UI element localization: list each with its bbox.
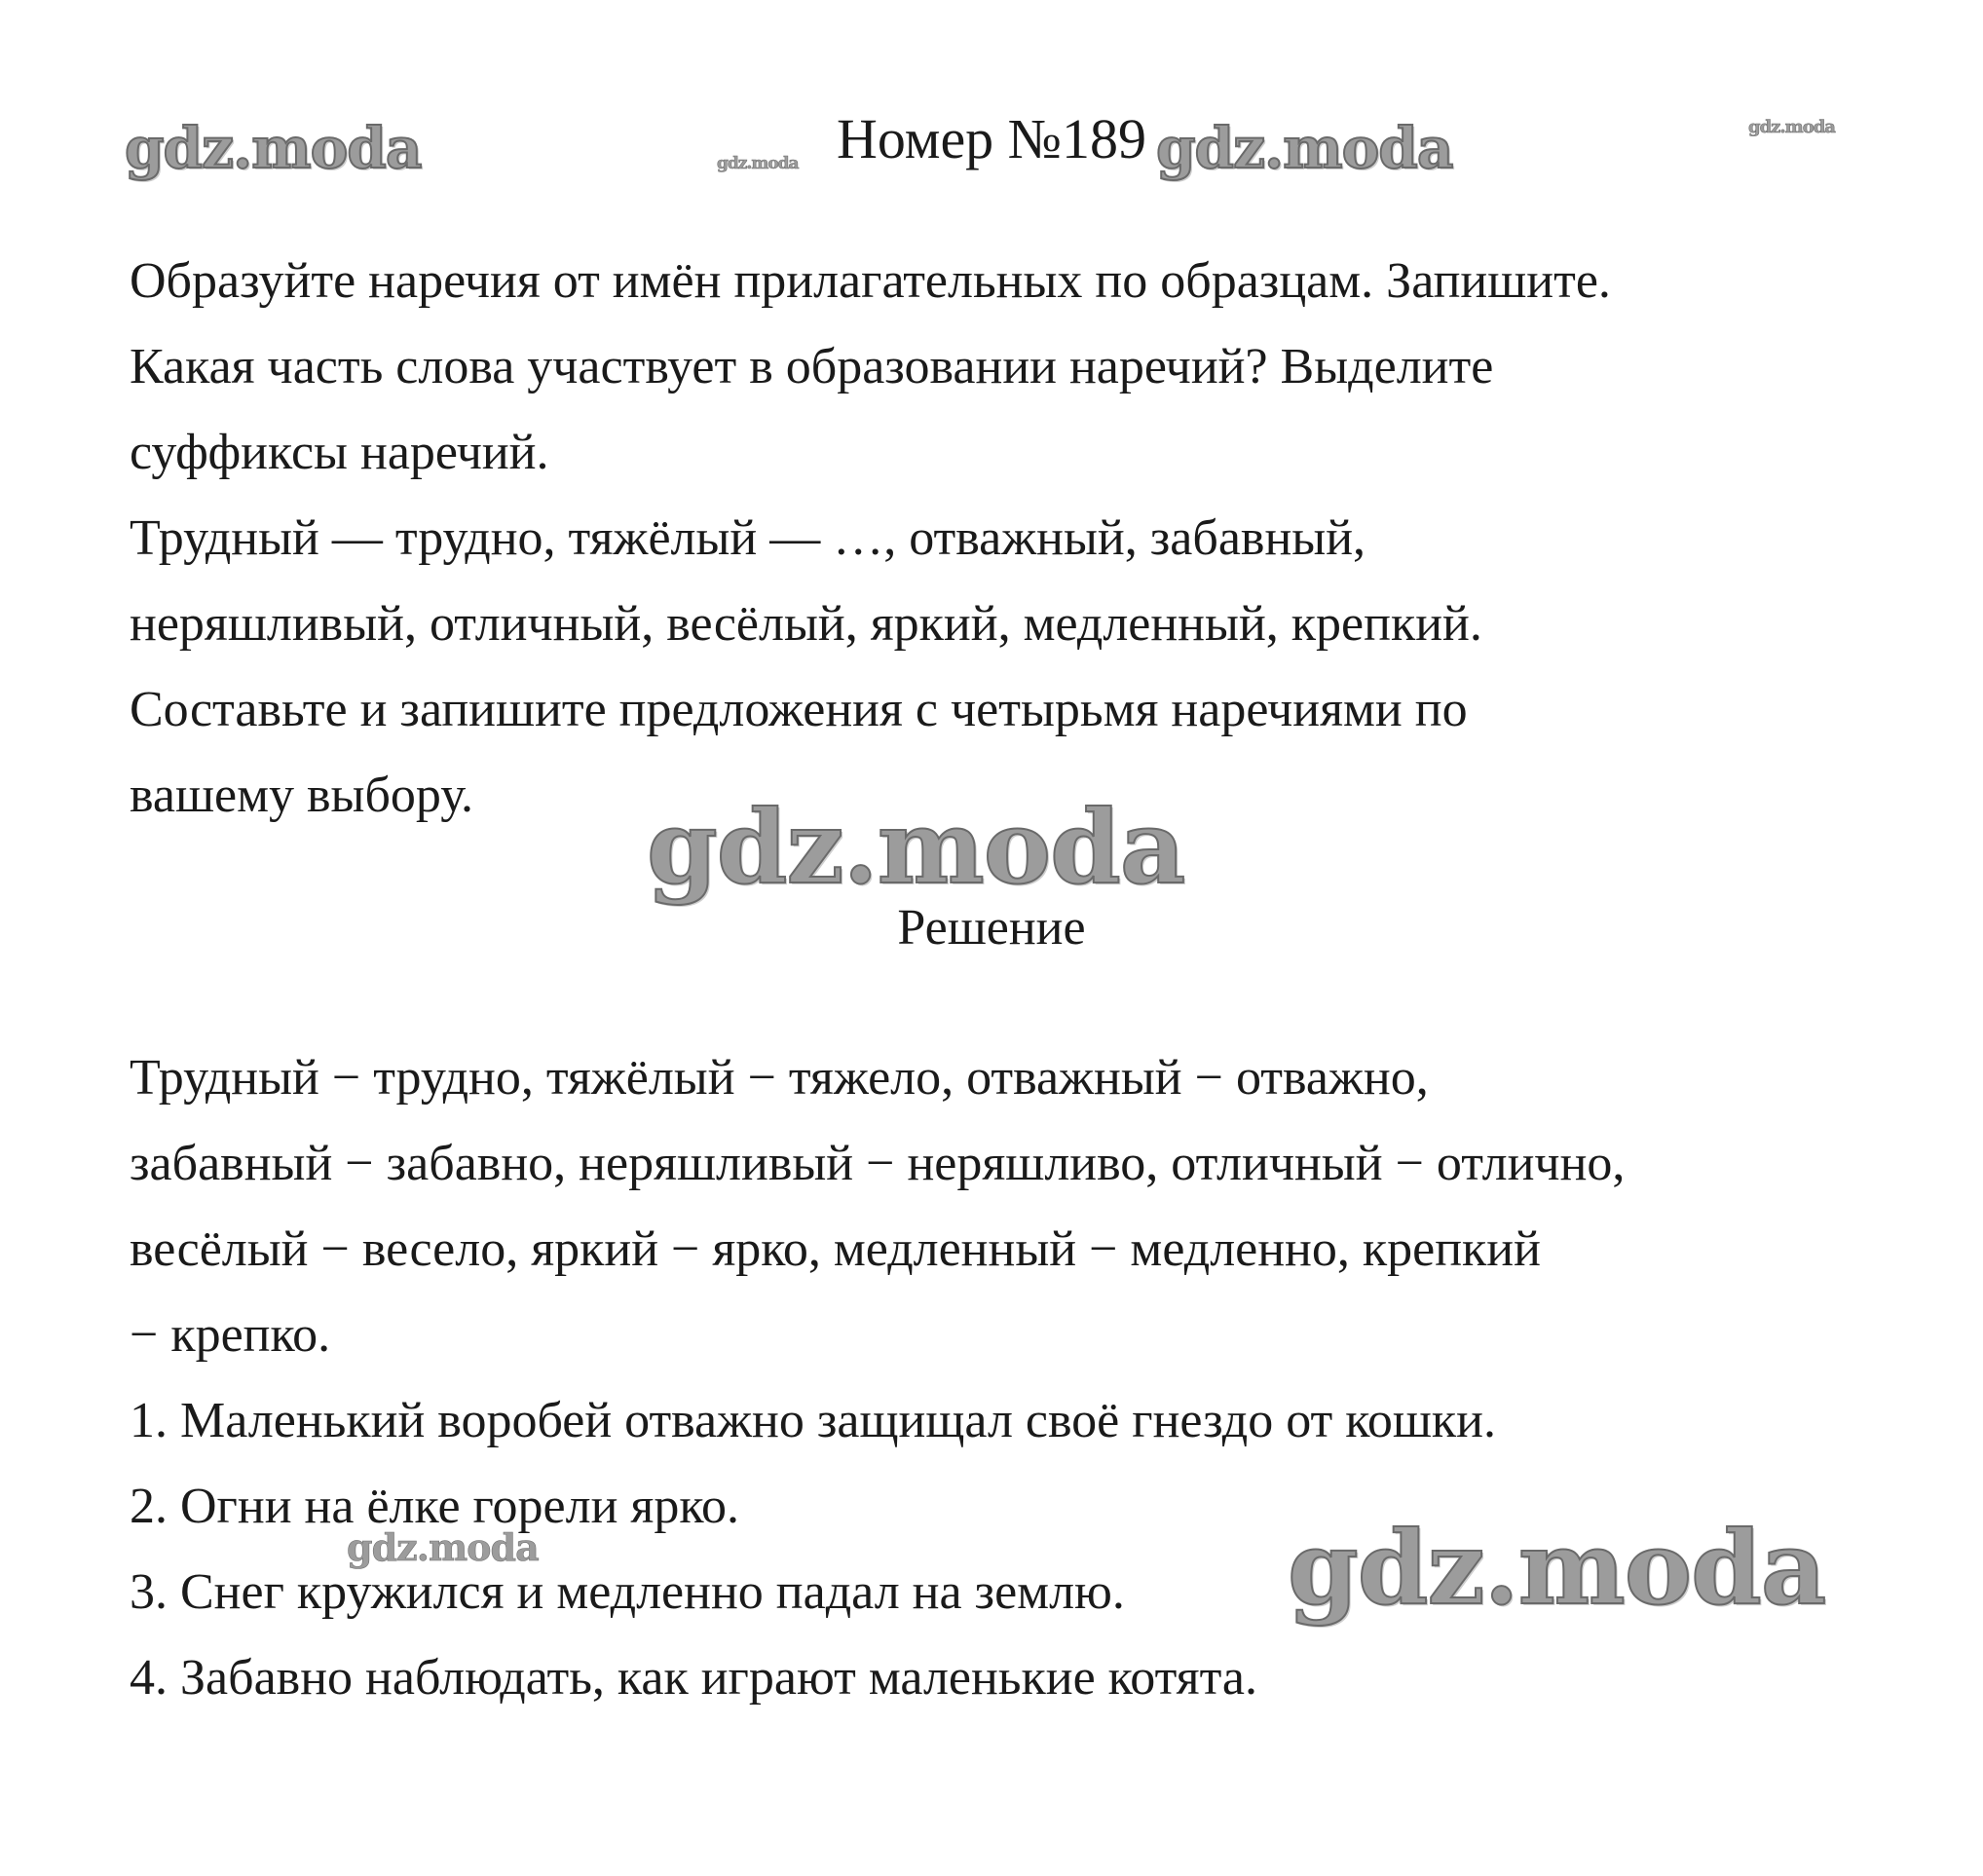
solution-line: − крепко. — [130, 1307, 331, 1363]
watermark-logo: gdz.moda — [1156, 115, 1453, 181]
page-title: Номер №189 — [836, 107, 1147, 170]
solution-heading: Решение — [897, 900, 1086, 956]
task-line: Составьте и запишите предложения с четырьмя наречиями по — [130, 682, 1468, 737]
solution-line: 1. Маленький воробей отважно защищал своё гнездо от кошки. — [130, 1393, 1496, 1448]
watermark-logo: gdz.moda — [347, 1525, 539, 1569]
watermark-logo: gdz.moda — [1748, 117, 1835, 137]
task-line: Какая часть слова участвует в образовании наречий? Выделите — [130, 339, 1494, 394]
watermark-logo: gdz.moda — [647, 787, 1185, 907]
solution-line: 2. Огни на ёлке горели ярко. — [130, 1479, 739, 1534]
watermark-logo: gdz.moda — [125, 115, 422, 181]
task-line: Образуйте наречия от имён прилагательных по образцам. Запишите. — [130, 253, 1611, 309]
task-text — [130, 239, 1883, 839]
solution-line: 3. Снег кружился и медленно падал на землю. — [130, 1564, 1125, 1620]
solution-line: Трудный − трудно, тяжёлый − тяжело, отважный − отважно, — [130, 1050, 1429, 1106]
task-line: неряшливый, отличный, весёлый, яркий, медленный, крепкий. — [130, 596, 1482, 652]
task-line: Трудный — трудно, тяжёлый — …, отважный, забавный, — [130, 510, 1366, 566]
solution-line: забавный − забавно, неряшливый − неряшливо, отличный − отлично, — [130, 1136, 1626, 1191]
task-line: вашему выбору. — [130, 768, 474, 823]
watermark-logo: gdz.moda — [1288, 1508, 1826, 1628]
task-line: суффиксы наречий. — [130, 425, 549, 480]
solution-line: весёлый − весело, яркий − ярко, медленный − медленно, крепкий — [130, 1221, 1541, 1277]
solution-line: 4. Забавно наблюдать, как играют маленькие котята. — [130, 1650, 1258, 1706]
solution-text — [130, 1035, 1883, 1721]
watermark-logo: gdz.moda — [717, 154, 799, 173]
